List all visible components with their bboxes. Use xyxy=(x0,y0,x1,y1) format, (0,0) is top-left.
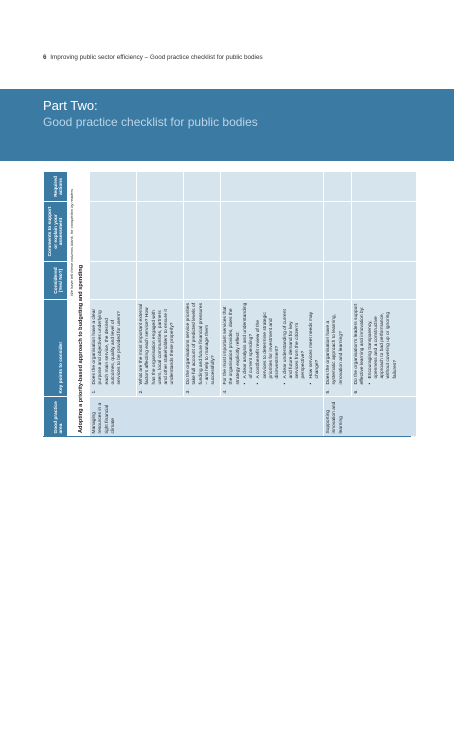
part-banner xyxy=(0,89,454,161)
comments-cell[interactable] xyxy=(221,202,324,262)
col-header-points: Key points to consider xyxy=(44,300,68,397)
point-text: What are the most important external factors affecting each service? How has the organisation engaged with users, local communities, partners and other stakeholders to ensure it understands these properly? xyxy=(139,304,176,385)
point-number: 1. xyxy=(92,389,98,394)
col-header-area: Good practice area xyxy=(44,397,68,437)
bullet-item: • A cost/benefit review of the services to determine strategic priorities for investment and disinvestment? xyxy=(256,312,281,385)
considered-cell[interactable] xyxy=(324,262,352,300)
banner-title: Part Two: xyxy=(43,98,98,113)
point-text: Does the organisation have a clear purpose and objectives underlying each main service, the desired outcomes, quality and level of services to be provided for users? xyxy=(92,308,123,385)
table-row xyxy=(324,172,352,437)
comments-cell[interactable] xyxy=(137,202,184,262)
running-head xyxy=(43,54,263,61)
table-row xyxy=(90,172,137,437)
point-number: 4. xyxy=(223,389,229,394)
bullet-item: • Encouraging transparency, openness and a constructive approach to bad performance, without covering up or ignoring failures? xyxy=(367,311,398,385)
note-row xyxy=(68,172,76,437)
note-spacer xyxy=(68,300,76,437)
comments-cell[interactable] xyxy=(90,202,137,262)
col-header-actions: Required actions xyxy=(44,172,68,202)
comments-cell[interactable] xyxy=(352,202,417,262)
actions-cell[interactable] xyxy=(324,172,352,202)
point-cell xyxy=(221,300,324,397)
considered-cell[interactable] xyxy=(221,262,324,300)
point-text: For the most important services that the organisation provides, does the strategy explicitly reflect: xyxy=(223,306,241,385)
running-title: Improving public sector efficiency – Good practice checklist for public bodies xyxy=(50,54,263,61)
actions-cell[interactable] xyxy=(90,172,137,202)
area-cell: Managing resources in a tight financial climate xyxy=(90,397,324,437)
col-header-considered: Considered (Yes/ No?) xyxy=(44,262,68,300)
banner-subtitle: Good practice checklist for public bodies xyxy=(43,115,258,129)
area-cell: Supporting innovation and learning xyxy=(324,397,417,437)
actions-cell[interactable] xyxy=(137,172,184,202)
bullet-item: • How services meet needs may change? xyxy=(308,311,320,385)
considered-cell[interactable] xyxy=(352,262,417,300)
point-text: Does the organisation have a systematic approach to learning, innovation and learning? xyxy=(326,314,344,385)
section-row xyxy=(76,172,90,437)
section-title: Adopting a priority-based approach to budgeting and spending xyxy=(76,172,90,437)
bullet-item: • A clear analysis and understanding of current spending? xyxy=(242,302,255,385)
point-cell xyxy=(90,300,137,397)
header-row xyxy=(44,172,68,437)
point-text: Do the organisations service priorities take full account of predicted levels of funding and future financial pressures – and help to manage them successfully? xyxy=(186,302,217,385)
considered-cell[interactable] xyxy=(184,262,221,300)
point-number: 2. xyxy=(139,389,145,394)
point-number: 5. xyxy=(326,389,332,394)
page-number: 6 xyxy=(43,54,47,61)
point-cell xyxy=(352,300,417,397)
bullet-item: • A clear understanding of current and future demand for key services from the citizen's perspective? xyxy=(282,309,307,385)
comments-cell[interactable] xyxy=(184,202,221,262)
considered-cell[interactable] xyxy=(90,262,137,300)
rotated-checklist xyxy=(43,172,411,437)
col-header-comments: Comments to support or explain your assessment xyxy=(44,202,68,262)
comments-cell[interactable] xyxy=(324,202,352,262)
checklist-table-wrapper xyxy=(43,172,411,437)
point-number: 3. xyxy=(186,389,192,394)
point-number: 6. xyxy=(354,389,360,394)
checklist-table xyxy=(43,171,417,437)
point-cell xyxy=(324,300,352,397)
actions-cell[interactable] xyxy=(352,172,417,202)
considered-cell[interactable] xyxy=(137,262,184,300)
point-cell xyxy=(184,300,221,397)
bottom-rule xyxy=(43,436,411,437)
note-text: We have left these columns blank, for completion by readers xyxy=(68,172,76,300)
point-cell xyxy=(137,300,184,397)
point-text: Do the organisation's leaders support effective learning and innovation by: xyxy=(354,303,366,385)
actions-cell[interactable] xyxy=(184,172,221,202)
actions-cell[interactable] xyxy=(221,172,324,202)
